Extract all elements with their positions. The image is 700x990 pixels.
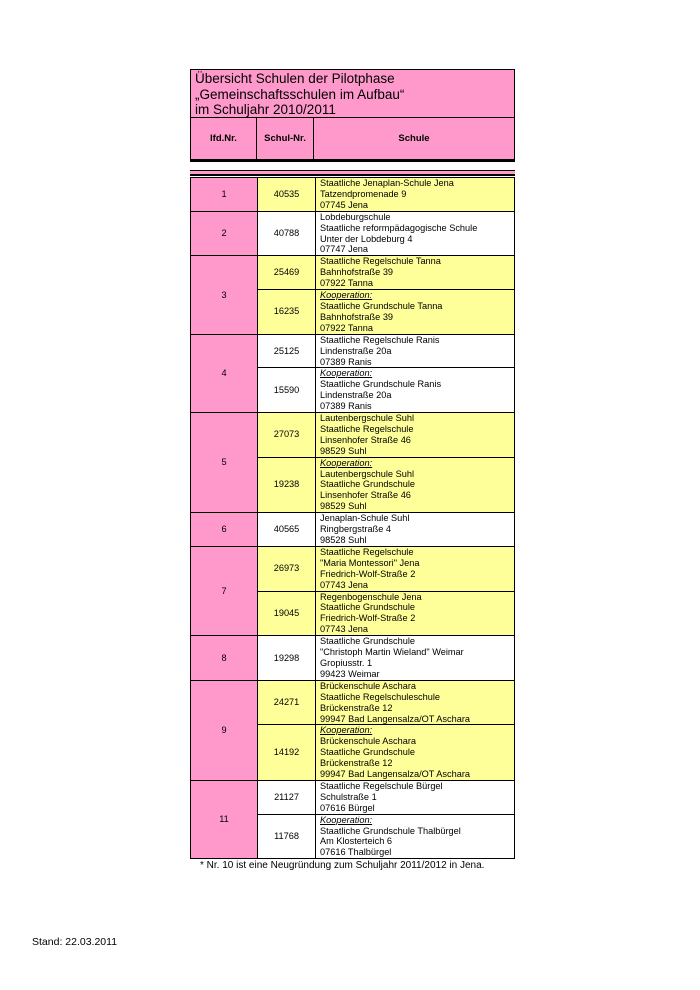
schul-nr-cell: 16235 xyxy=(258,290,316,335)
school-address-line: Staatliche Regelschule Ranis xyxy=(320,334,440,345)
school-address-line: 99947 Bad Langensalza/OT Aschara xyxy=(320,769,471,780)
school-address-line: Jenaplan-Schule Suhl xyxy=(320,513,410,524)
school-address-line: Staatliche reformpädagogische Schule xyxy=(320,222,478,233)
school-address-line: Brückenschule Aschara xyxy=(320,736,417,747)
school-address-line: 07747 Jena xyxy=(320,244,369,255)
school-address-line: Friedrich-Wolf-Straße 2 xyxy=(320,568,416,579)
table-header xyxy=(190,118,515,162)
table-row xyxy=(191,636,515,681)
school-address-line: Staatliche Grundschule xyxy=(320,636,415,647)
school-address-line: Lindenstraße 20a xyxy=(320,345,392,356)
schul-nr-cell: 15590 xyxy=(258,368,316,413)
schul-nr-cell: 11768 xyxy=(258,814,316,859)
lfd-nr-cell: 9 xyxy=(191,680,258,780)
school-address-line: Staatliche Grundschule xyxy=(320,602,415,613)
school-address-line: Lobdeburgschule xyxy=(320,211,391,222)
school-address-line: Staatliche Grundschule xyxy=(320,747,415,758)
school-address-line: 07922 Tanna xyxy=(320,322,373,333)
school-address-line: Staatliche Grundschule Thalbürgel xyxy=(320,825,461,836)
school-address-line: "Maria Montessori" Jena xyxy=(320,557,420,568)
lfd-nr-cell: 3 xyxy=(191,256,258,334)
column-header-schule: Schule xyxy=(398,133,430,144)
schul-nr-cell: 25125 xyxy=(258,334,316,368)
school-address-line: Brückenstraße 12 xyxy=(320,702,393,713)
lfd-nr-cell: 5 xyxy=(191,413,258,513)
table-row xyxy=(191,211,515,256)
school-address-line: "Christoph Martin Wieland" Weimar xyxy=(320,647,464,658)
school-address-line: Bahnhofstraße 39 xyxy=(320,311,394,322)
table-row xyxy=(191,680,515,725)
school-address-line: Staatliche Regelschule Tanna xyxy=(320,256,441,267)
school-address-line: 07616 Bürgel xyxy=(320,802,375,813)
kooperation-label: Kooperation: xyxy=(320,814,373,825)
stand-date: Stand: 22.03.2011 xyxy=(32,936,118,948)
school-address-line: Bahnhofstraße 39 xyxy=(320,267,394,278)
school-address-line: Linsenhofer Straße 46 xyxy=(320,434,411,445)
lfd-nr-cell: 6 xyxy=(191,513,258,547)
school-address-line: Staatliche Regelschuleschule xyxy=(320,691,441,702)
school-address-line: 98529 Suhl xyxy=(320,445,367,456)
school-address-line: 07389 Ranis xyxy=(320,356,372,367)
school-address-line: 99947 Bad Langensalza/OT Aschara xyxy=(320,713,471,724)
school-address-line: Staatliche Grundschule Ranis xyxy=(320,379,442,390)
school-address-line: Gropiusstr. 1 xyxy=(320,657,373,668)
schule-cell xyxy=(316,334,515,368)
schule-cell xyxy=(316,546,515,591)
schul-nr-cell: 21127 xyxy=(258,780,316,814)
kooperation-label: Kooperation: xyxy=(320,368,373,379)
school-address-line: Lindenstraße 20a xyxy=(320,390,392,401)
title-line-2: „Gemeinschaftsschulen im Aufbau“ xyxy=(195,86,405,102)
schule-cell xyxy=(316,636,515,681)
school-address-line: Schulstraße 1 xyxy=(320,791,377,802)
school-address-line: Regenbogenschule Jena xyxy=(320,591,422,602)
school-address-line: Brückenschule Aschara xyxy=(320,680,417,691)
school-address-line: Lautenbergschule Suhl xyxy=(320,413,414,424)
table-row xyxy=(191,256,515,290)
schul-nr-cell: 19238 xyxy=(258,457,316,513)
school-address-line: Friedrich-Wolf-Straße 2 xyxy=(320,613,416,624)
school-address-line: Staatliche Grundschule xyxy=(320,479,415,490)
schule-cell xyxy=(316,211,515,256)
document-title xyxy=(190,69,515,118)
school-address-line: Unter der Lobdeburg 4 xyxy=(320,233,413,244)
footnote: * Nr. 10 ist eine Neugründung zum Schuljahr 2011/2012 in Jena. xyxy=(200,860,485,871)
lfd-nr-cell: 2 xyxy=(191,211,258,256)
schule-cell xyxy=(316,591,515,636)
school-address-line: Ringbergstraße 4 xyxy=(320,524,391,535)
kooperation-label: Kooperation: xyxy=(320,725,373,736)
lfd-nr-cell: 1 xyxy=(191,178,258,212)
schule-cell xyxy=(316,256,515,290)
school-address-line: Staatliche Jenaplan-Schule Jena xyxy=(320,178,454,188)
header-divider xyxy=(190,170,515,176)
schule-cell xyxy=(316,513,515,547)
schule-cell xyxy=(316,178,515,212)
column-header-schulnr: Schul-Nr. xyxy=(257,118,314,159)
school-address-line: Brückenstraße 12 xyxy=(320,758,393,769)
school-address-line: Lautenbergschule Suhl xyxy=(320,468,414,479)
table-row xyxy=(191,178,515,212)
school-address-line: Staatliche Regelschule xyxy=(320,423,414,434)
school-address-line: Staatliche Grundschule Tanna xyxy=(320,300,443,311)
school-address-line: 07616 Thalbürgel xyxy=(320,847,392,858)
lfd-nr-cell: 8 xyxy=(191,636,258,681)
school-address-line: Am Klosterteich 6 xyxy=(320,836,392,847)
schule-cell xyxy=(316,814,515,859)
school-address-line: 98529 Suhl xyxy=(320,501,367,512)
schule-cell xyxy=(316,413,515,458)
schul-nr-cell: 19298 xyxy=(258,636,316,681)
schul-nr-cell: 26973 xyxy=(258,546,316,591)
kooperation-label: Kooperation: xyxy=(320,457,373,468)
title-line-1: Übersicht Schulen der Pilotphase xyxy=(195,71,395,86)
table-row xyxy=(191,413,515,458)
schule-cell xyxy=(316,368,515,413)
table-row xyxy=(191,780,515,814)
school-address-line: 98528 Suhl xyxy=(320,535,367,545)
schule-cell xyxy=(316,725,515,781)
school-address-line: 07922 Tanna xyxy=(320,278,373,289)
school-address-line: Staatliche Regelschule xyxy=(320,546,414,557)
schule-cell xyxy=(316,780,515,814)
schul-nr-cell: 40565 xyxy=(258,513,316,547)
column-header-nr: lfd.Nr. xyxy=(191,118,257,159)
schul-nr-cell: 14192 xyxy=(258,725,316,781)
school-address-line: 07743 Jena xyxy=(320,624,369,635)
schule-cell xyxy=(316,680,515,725)
school-address-line: 99423 Weimar xyxy=(320,668,380,679)
school-address-line: Linsenhofer Straße 46 xyxy=(320,490,411,501)
school-address-line: Tatzendpromenade 9 xyxy=(320,188,407,199)
schul-nr-cell: 24271 xyxy=(258,680,316,725)
school-address-line: 07389 Ranis xyxy=(320,401,372,412)
title-line-3: im Schuljahr 2010/2011 xyxy=(195,102,336,117)
table-row xyxy=(191,546,515,591)
lfd-nr-cell: 7 xyxy=(191,546,258,635)
school-address-line: 07745 Jena xyxy=(320,199,369,210)
schule-cell xyxy=(316,290,515,335)
school-address-line: 07743 Jena xyxy=(320,579,369,590)
schul-nr-cell: 27073 xyxy=(258,413,316,458)
table-row xyxy=(191,334,515,368)
schule-cell xyxy=(316,457,515,513)
schul-nr-cell: 25469 xyxy=(258,256,316,290)
kooperation-label: Kooperation: xyxy=(320,290,373,301)
schul-nr-cell: 40535 xyxy=(258,178,316,212)
table-row xyxy=(191,513,515,547)
school-address-line: Staatliche Regelschule Bürgel xyxy=(320,780,443,791)
lfd-nr-cell: 4 xyxy=(191,334,258,412)
schools-table xyxy=(190,177,515,859)
schul-nr-cell: 19045 xyxy=(258,591,316,636)
lfd-nr-cell: 11 xyxy=(191,780,258,858)
schul-nr-cell: 40788 xyxy=(258,211,316,256)
